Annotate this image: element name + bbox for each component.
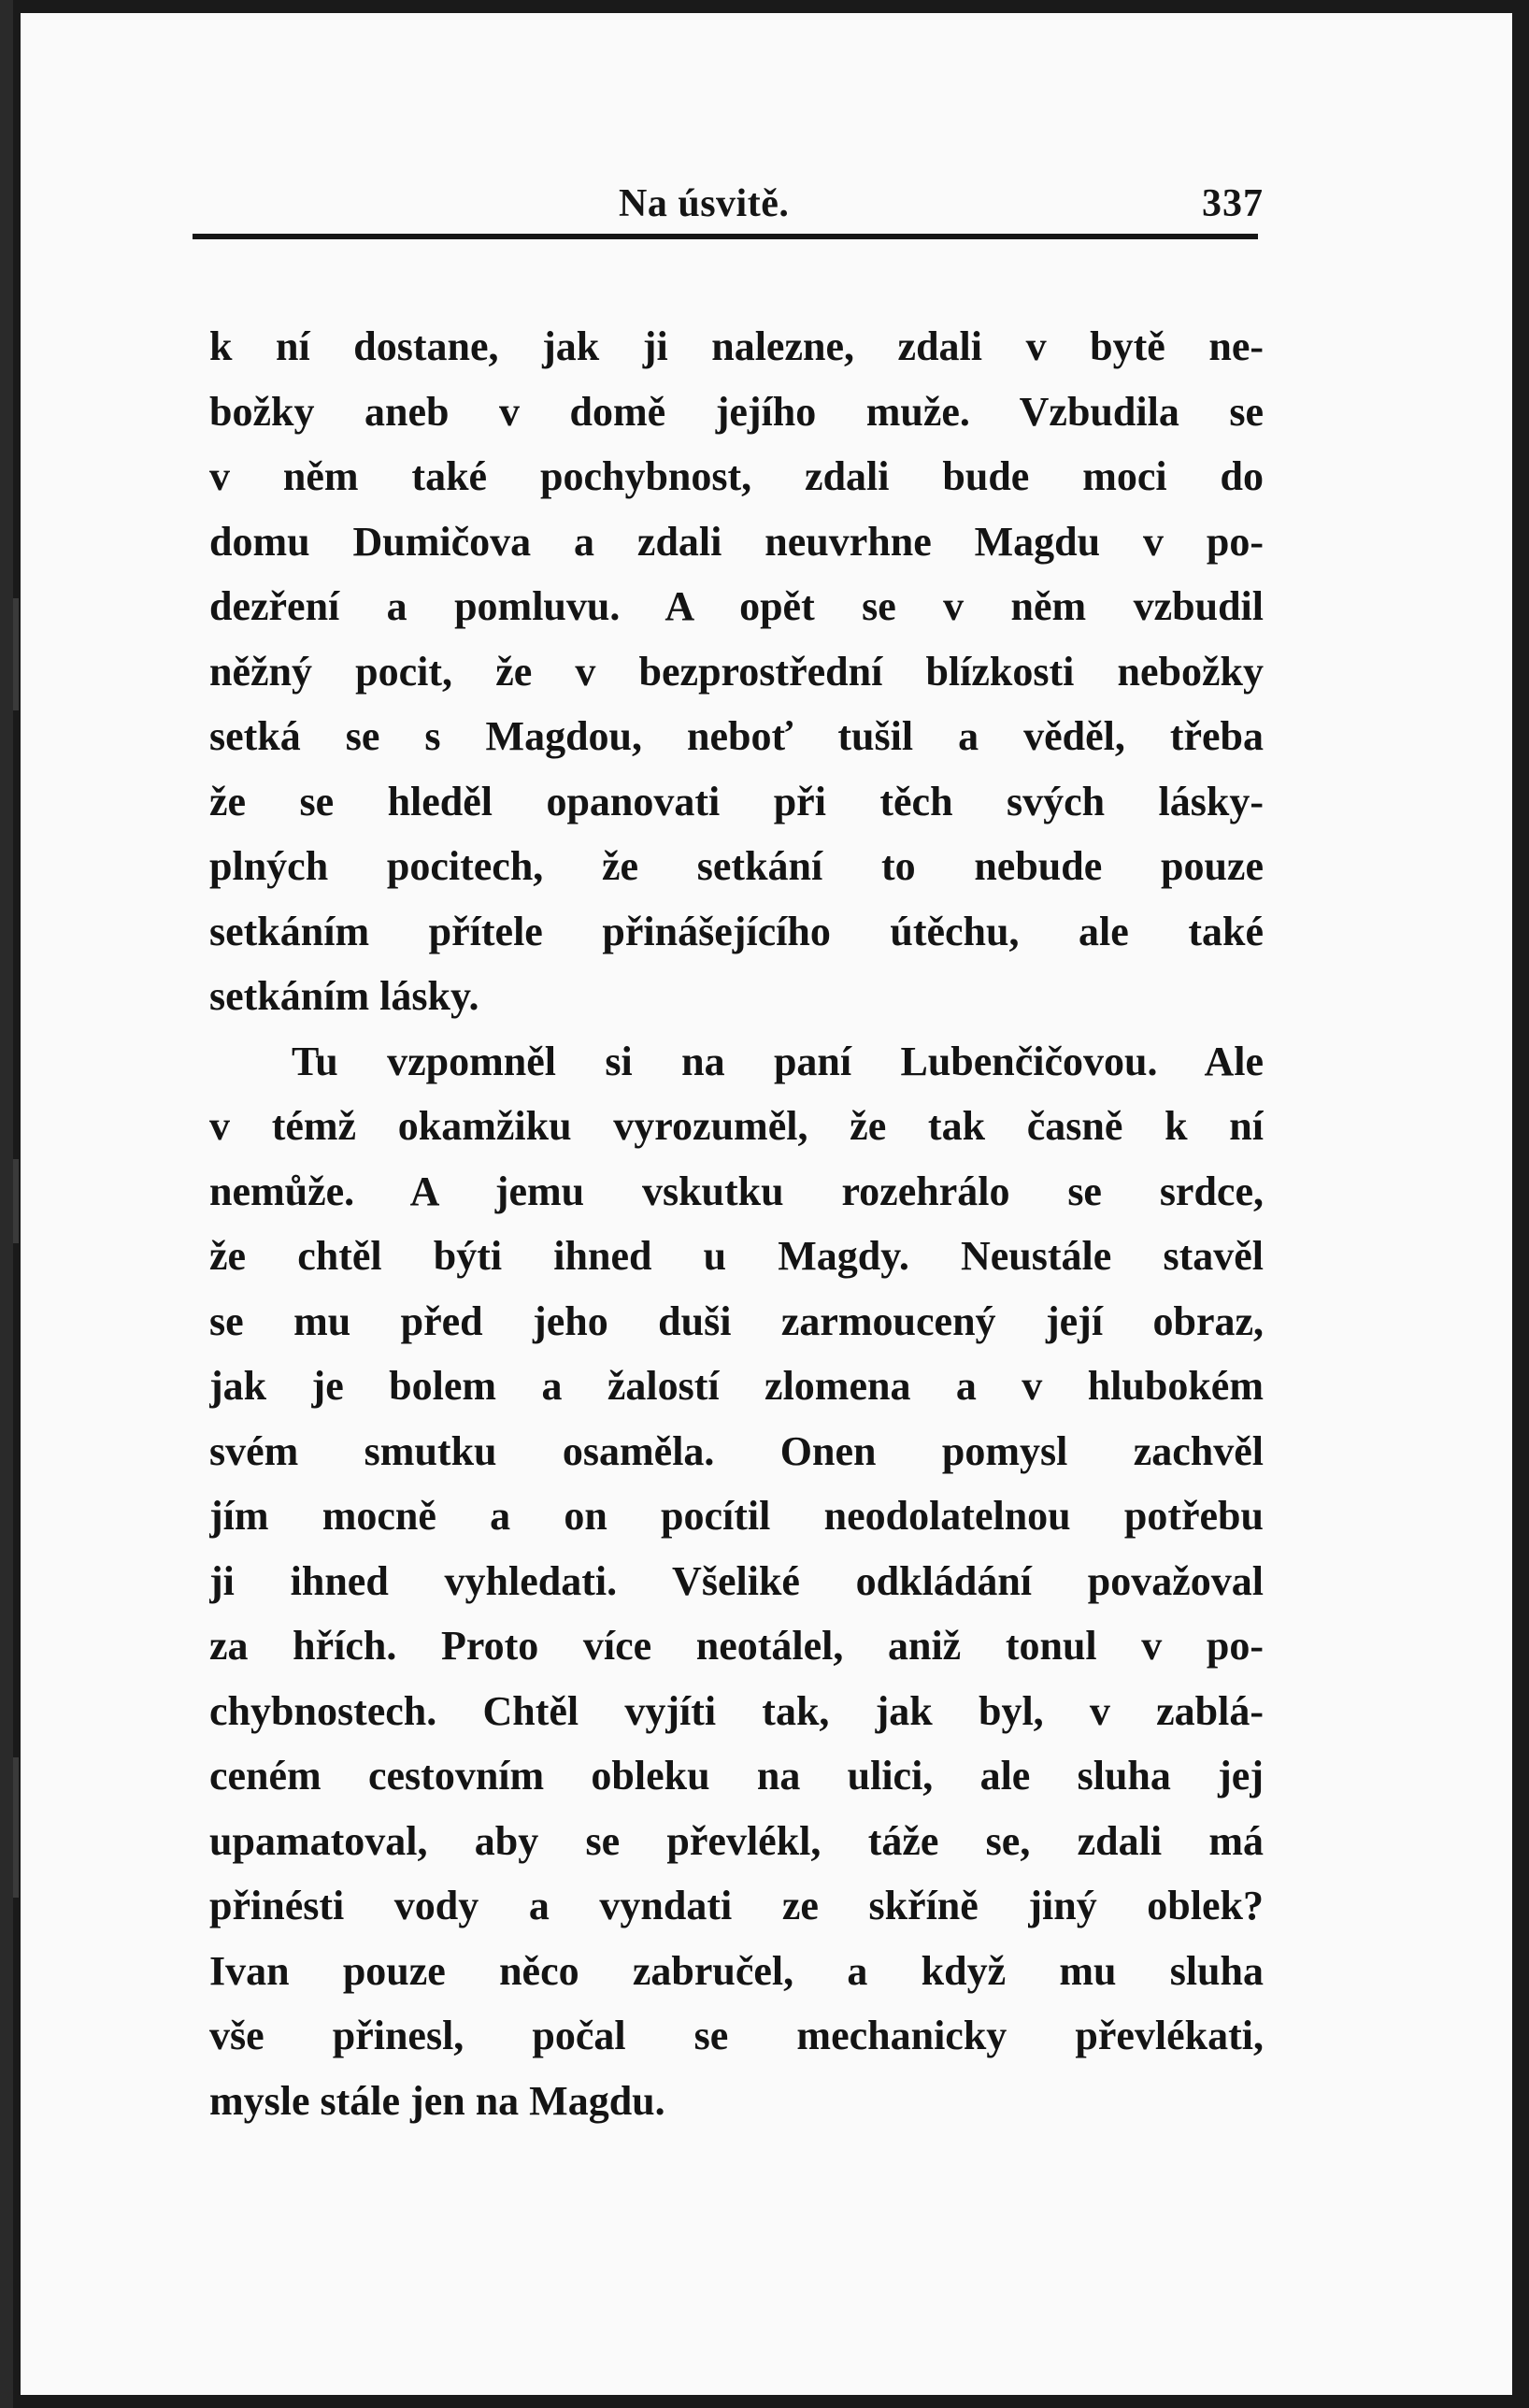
text-line: setká se s Magdou, neboť tušil a věděl, třeba xyxy=(209,713,1264,759)
text-line: svém smutku osaměla. Onen pomysl zachvěl xyxy=(209,1427,1264,1474)
page-header xyxy=(21,178,1264,234)
text-line: chybnostech. Chtěl vyjíti tak, jak byl, v zablá- xyxy=(209,1687,1264,1734)
gutter-mark xyxy=(13,1757,19,1898)
text-line: že chtěl býti ihned u Magdy. Neustále stavěl xyxy=(209,1233,1264,1279)
text-line: přinésti vody a vyndati ze skříně jiný oblek? xyxy=(209,1883,1264,1928)
book-page xyxy=(21,13,1512,2395)
text-line: vše přinesl, počal se mechanicky převlékati, xyxy=(209,2013,1264,2058)
text-line: ceném cestovním obleku na ulici, ale sluha jej xyxy=(209,1753,1264,1799)
text-line: božky aneb v domě jejího muže. Vzbudila se xyxy=(209,388,1264,435)
text-line: domu Dumičova a zdali neuvrhne Magdu v po- xyxy=(209,518,1264,565)
text-line: něžný pocit, že v bezprostřední blízkosti nebožky xyxy=(209,648,1264,695)
running-title: Na úsvitě. xyxy=(619,182,790,225)
text-line: Ivan pouze něco zabručel, a když mu sluha xyxy=(209,1947,1264,1994)
text-line: mysle stále jen na Magdu. xyxy=(209,2077,665,2124)
text-line: že se hleděl opanovati při těch svých lásky- xyxy=(209,778,1264,824)
text-line: plných pocitech, že setkání to nebude pouze xyxy=(209,843,1264,889)
text-line: za hřích. Proto více neotálel, aniž tonul v po- xyxy=(209,1623,1264,1669)
text-line: nemůže. A jemu vskutku rozehrálo se srdce, xyxy=(209,1168,1264,1214)
text-line: k ní dostane, jak ji nalezne, zdali v bytě ne- xyxy=(209,323,1264,369)
text-line: se mu před jeho duši zarmoucený její obraz, xyxy=(209,1297,1264,1344)
text-line: upamatoval, aby se převlékl, táže se, zdali má xyxy=(209,1817,1264,1864)
header-rule xyxy=(193,234,1258,239)
text-line: setkáním lásky. xyxy=(209,973,479,1019)
text-line: dezření a pomluvu. A opět se v něm vzbudil xyxy=(209,583,1264,629)
binding-gutter xyxy=(0,0,13,2408)
text-line: v něm také pochybnost, zdali bude moci do xyxy=(209,453,1264,499)
page-number: 337 xyxy=(1202,182,1264,225)
gutter-mark xyxy=(13,1159,19,1243)
text-line: v témž okamžiku vyrozuměl, že tak časně k ní xyxy=(209,1103,1264,1149)
text-line: ji ihned vyhledati. Všeliké odkládání považoval xyxy=(209,1557,1264,1604)
text-line: Tu vzpomněl si na paní Lubenčičovou. Ale xyxy=(292,1038,1264,1084)
body-text xyxy=(209,314,1264,2133)
text-line: jak je bolem a žalostí zlomena a v hlubokém xyxy=(209,1363,1264,1409)
text-line: jím mocně a on pocítil neodolatelnou potřebu xyxy=(209,1493,1264,1539)
gutter-mark xyxy=(13,598,19,710)
text-line: setkáním přítele přinášejícího útěchu, ale také xyxy=(209,908,1264,954)
